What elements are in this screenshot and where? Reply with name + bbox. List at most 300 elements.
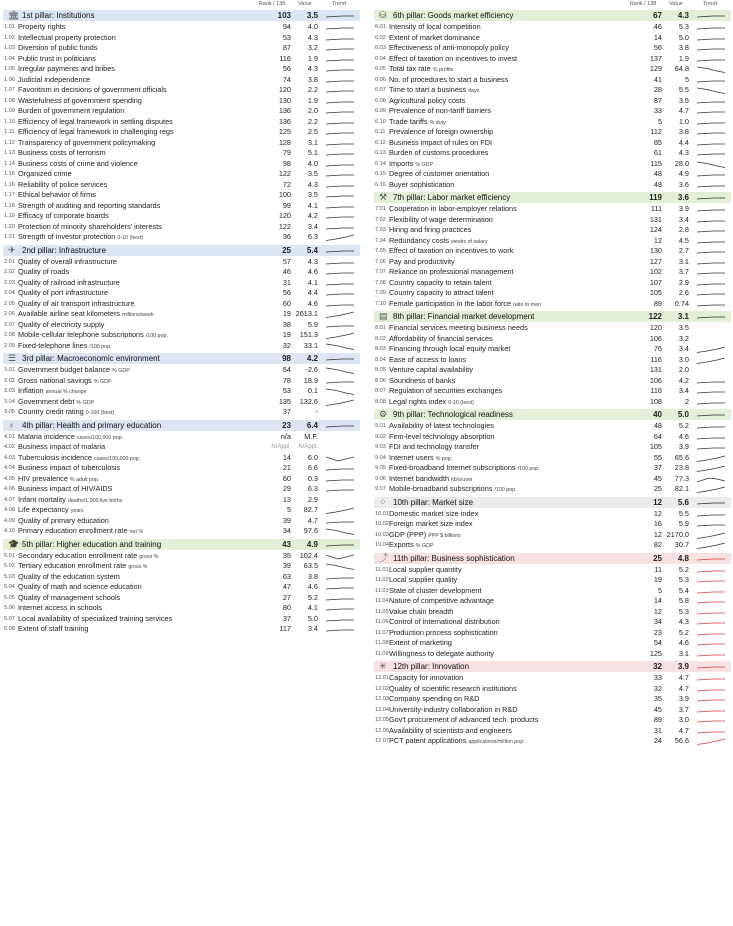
indicator-name — [389, 617, 500, 628]
indicator-rank: 37 — [653, 463, 662, 472]
trend-sparkline — [697, 423, 725, 430]
indicator-value: 3.1 — [307, 137, 318, 147]
indicator-rank: 5 — [657, 116, 662, 126]
trend-sparkline — [697, 640, 725, 647]
labor-market-icon: ⚒ — [379, 192, 388, 202]
indicator-label: Quality of electricity supply — [18, 319, 105, 329]
indicator-row — [371, 106, 733, 117]
indicator-unit: cases/100,000 pop. — [93, 455, 141, 462]
indicator-unit: years — [70, 508, 84, 514]
indicator-code: 1.15 — [4, 171, 15, 177]
indicator-row — [371, 54, 733, 65]
indicator-code: 1.16 — [4, 181, 15, 188]
indicator-value: 2.7 — [678, 246, 689, 255]
indicator-code: 2.06 — [4, 311, 15, 317]
indicator-label: Degree of customer orientation — [389, 169, 490, 178]
indicator-row — [0, 320, 362, 331]
trend-sparkline — [697, 651, 725, 658]
indicator-name — [18, 341, 112, 353]
indicator-rank: 35 — [653, 694, 662, 703]
indicator-value: 4.0 — [307, 22, 318, 31]
indicator-name — [389, 334, 493, 345]
pillar-header — [0, 9, 362, 22]
indicator-name — [389, 225, 471, 236]
indicator-value: 3.4 — [678, 344, 689, 353]
indicator-row — [0, 299, 362, 310]
pillar-value: 4.3 — [677, 11, 689, 20]
indicator-name — [389, 365, 473, 376]
indicator-rank: 45 — [653, 473, 662, 483]
indicator-label: Diversion of public funds — [18, 43, 98, 52]
indicator-name — [18, 614, 172, 625]
indicator-code: 6.09 — [375, 108, 386, 114]
indicator-row — [0, 365, 362, 376]
indicator-code: 1.18 — [4, 202, 15, 209]
trend-sparkline — [326, 192, 354, 199]
indicator-label: Cooperation in labor-employer relations — [389, 204, 517, 213]
indicator-code: 5.05 — [4, 594, 15, 601]
rank-header: Rank / 138 — [629, 1, 657, 7]
indicator-code: 1.12 — [4, 139, 15, 146]
trend-sparkline — [697, 194, 725, 201]
indicator-unit: applications/million pop. — [468, 739, 525, 745]
trend-sparkline — [326, 574, 354, 581]
indicator-name — [389, 540, 433, 552]
indicator-value: 5.2 — [678, 564, 689, 574]
indicator-code: 9.07 — [375, 486, 386, 492]
indicator-label: Reliability of police services — [18, 179, 108, 189]
indicator-rank: 31 — [282, 277, 291, 287]
indicator-label: Regulation of securities exchanges — [389, 386, 503, 395]
pillar-value: 5.4 — [306, 245, 318, 255]
indicator-value: 23.8 — [674, 463, 689, 472]
trend-sparkline — [697, 248, 725, 255]
indicator-value: 3.9 — [678, 442, 689, 451]
indicator-rank: 117 — [279, 624, 291, 633]
trend-sparkline — [697, 119, 725, 126]
trend-sparkline — [697, 290, 725, 297]
indicator-value: 4.6 — [678, 638, 689, 647]
pillar-value: 4.8 — [677, 553, 689, 563]
indicator-row — [0, 64, 362, 75]
indicator-name — [389, 204, 517, 215]
indicator-name — [389, 509, 478, 520]
indicator-unit: 0-10 (best) — [117, 235, 144, 241]
indicator-label: Time to start a business — [389, 85, 467, 94]
indicator-row — [0, 526, 362, 537]
indicator-row — [371, 596, 733, 607]
indicator-code: 8.07 — [375, 388, 386, 394]
indicator-code: 3.01 — [4, 367, 15, 373]
pillar-rank: 25 — [653, 553, 662, 563]
trend-sparkline — [697, 357, 725, 364]
indicator-row — [371, 148, 733, 159]
pillar-name: 2nd pillar: Infrastructure — [22, 245, 107, 255]
indicator-code: 2.07 — [4, 321, 15, 328]
column-header — [0, 0, 362, 9]
indicator-code: 1.02 — [4, 34, 15, 41]
technology-icon: ⚙ — [379, 409, 388, 419]
indicator-unit: /100 pop. — [494, 487, 517, 493]
indicator-row — [371, 257, 733, 268]
indicator-row — [0, 201, 362, 212]
indicator-value: 2.5 — [307, 127, 318, 136]
indicator-code: 10.01 — [375, 510, 389, 517]
indicator-rank: 102 — [649, 267, 662, 276]
indicator-value: 65.6 — [674, 452, 689, 462]
indicator-unit: annual % change — [45, 389, 87, 395]
right-pillar-list — [371, 9, 733, 748]
pillar-rank: 103 — [277, 11, 291, 20]
indicator-code: 12.05 — [375, 717, 389, 723]
indicator-rank: 116 — [650, 386, 662, 395]
trend-sparkline — [326, 301, 354, 308]
indicator-value: 2.8 — [678, 225, 689, 234]
indicator-label: Quality of air transport infrastructure — [18, 298, 135, 308]
trend-sparkline — [697, 588, 725, 595]
indicator-name — [389, 246, 513, 257]
indicator-label: Irregular payments and bribes — [18, 64, 115, 73]
indicator-name — [389, 148, 488, 159]
indicator-value: 132.6 — [299, 396, 318, 406]
trend-sparkline — [326, 605, 354, 612]
indicator-label: Hiring and firing practices — [389, 225, 472, 234]
indicator-value: 4.6 — [307, 298, 318, 308]
indicator-row — [371, 138, 733, 149]
indicator-rank: 27 — [282, 592, 291, 602]
trend-sparkline — [697, 465, 725, 472]
indicator-name — [389, 180, 454, 191]
indicator-row — [371, 159, 733, 170]
indicator-value: 6.3 — [307, 484, 318, 493]
indicator-code: 8.01 — [375, 325, 386, 331]
indicator-name — [18, 407, 114, 419]
indicator-rank: 85 — [653, 137, 662, 147]
indicator-label: Quality of port infrastructure — [18, 288, 109, 297]
trend-sparkline — [326, 378, 354, 385]
indicator-name — [18, 211, 109, 222]
indicator-name — [389, 673, 463, 684]
indicator-rank: 37 — [282, 613, 291, 623]
indicator-label: Country capacity to retain talent — [389, 277, 492, 287]
indicator-code: 1.04 — [4, 55, 15, 62]
indicator-value: 3.0 — [678, 354, 689, 364]
trend-sparkline — [697, 532, 725, 539]
indicator-rank: 25 — [653, 484, 662, 493]
indicator-label: Tertiary education enrollment rate — [18, 561, 127, 570]
pillar-name: 4th pillar: Health and primary education — [22, 420, 162, 430]
indicator-rank: 89 — [653, 715, 662, 724]
indicator-code: 6.13 — [375, 150, 386, 156]
indicator-code: 7.07 — [375, 269, 386, 275]
trend-sparkline — [697, 388, 725, 395]
indicator-value: 3.5 — [307, 190, 318, 199]
indicator-row — [371, 673, 733, 684]
indicator-value: 3.8 — [678, 127, 689, 136]
indicator-code: 5.07 — [4, 615, 15, 622]
indicator-code: 4.01 — [4, 433, 15, 440]
indicator-name — [18, 190, 96, 201]
indicator-label: Business impact of rules on FDI — [389, 137, 493, 147]
indicator-label: Mobile-broadband subscriptions — [389, 484, 493, 493]
indicator-rank: 11 — [654, 564, 662, 574]
indicator-label: Business costs of crime and violence — [18, 158, 138, 168]
indicator-value: 4.2 — [307, 211, 318, 220]
indicator-label: No. of procedures to start a business — [389, 74, 509, 84]
indicator-row — [0, 106, 362, 117]
trend-sparkline — [697, 455, 725, 462]
indicator-code: 1.08 — [4, 97, 15, 104]
indicator-code: 7.05 — [375, 248, 386, 254]
indicator-value: 4.1 — [307, 277, 318, 287]
trend-sparkline — [697, 663, 725, 670]
indicator-rank: 19 — [653, 575, 662, 584]
pillar-value: 3.5 — [306, 11, 318, 20]
indicator-value: 4.4 — [307, 288, 318, 297]
indicator-label: Gov't procurement of advanced tech. products — [389, 715, 539, 724]
indicator-code: 6.06 — [375, 76, 386, 83]
indicator-row — [0, 442, 362, 453]
trend-sparkline — [697, 444, 725, 451]
indicator-row — [0, 232, 362, 243]
indicator-label: Quality of railroad infrastructure — [18, 277, 120, 287]
rank-header: Rank / 138 — [258, 1, 286, 7]
indicator-unit: cases/100,000 pop. — [76, 434, 124, 441]
trend-sparkline — [697, 399, 725, 406]
indicator-label: Strength of auditing and reporting standards — [18, 200, 161, 210]
trend-sparkline — [697, 542, 725, 549]
indicator-row — [0, 288, 362, 299]
indicator-label: Available airline seat kilometers — [18, 309, 121, 318]
indicator-row — [371, 43, 733, 54]
indicator-rank: 127 — [649, 256, 662, 266]
indicator-value: 5 — [684, 74, 689, 84]
market-size-icon: ⁘ — [379, 496, 387, 507]
trend-sparkline — [326, 213, 354, 220]
indicator-value: M.F. — [304, 431, 318, 441]
indicator-name — [389, 169, 489, 180]
indicator-code: 2.05 — [4, 300, 15, 307]
indicator-label: Burden of government regulation — [18, 106, 125, 115]
indicator-value: 4.6 — [307, 582, 318, 591]
indicator-rank: 76 — [653, 344, 662, 353]
right-column — [371, 0, 733, 748]
indicator-code: 11.05 — [375, 608, 389, 615]
indicator-code: 8.06 — [375, 377, 386, 384]
indicator-label: Prevalence of non-tariff barriers — [389, 106, 492, 115]
indicator-label: Production process sophistication — [389, 627, 498, 637]
indicator-rank: 12 — [653, 529, 662, 539]
trend-sparkline — [326, 595, 354, 602]
indicator-name — [389, 267, 514, 278]
indicator-label: Soundness of banks — [389, 375, 456, 385]
indicator-value: 0.3 — [307, 473, 318, 483]
institutions-icon: 🏛 — [8, 10, 20, 20]
indicator-name — [18, 138, 155, 149]
indicator-rank: 38 — [282, 319, 291, 329]
indicator-rank: 21 — [282, 463, 291, 472]
indicator-rank: 129 — [649, 64, 662, 73]
indicator-value: 2.9 — [678, 277, 689, 287]
indicator-rank: 63 — [282, 571, 291, 581]
indicator-name — [389, 288, 494, 299]
indicator-name — [389, 726, 512, 737]
indicator-name — [389, 519, 473, 530]
pillar-rank: 25 — [282, 245, 291, 255]
indicator-code: 1.03 — [4, 45, 15, 51]
indicator-rank: 120 — [649, 323, 662, 332]
indicator-value: 5.2 — [678, 421, 689, 430]
indicator-rank: 32 — [282, 340, 291, 350]
indicator-name — [18, 201, 160, 212]
indicator-label: Quality of roads — [18, 267, 70, 276]
trend-sparkline — [326, 541, 354, 548]
indicator-name — [18, 582, 142, 593]
indicator-rank: 112 — [650, 127, 662, 136]
indicator-code: 4.05 — [4, 475, 15, 482]
indicator-rank: 82 — [653, 540, 662, 549]
trend-sparkline — [697, 577, 725, 584]
indicator-value: 5.9 — [678, 519, 689, 528]
indicator-unit: gross % — [128, 564, 148, 570]
indicator-unit: kb/s/user — [451, 476, 473, 483]
trend-sparkline — [697, 313, 725, 320]
indicator-code: 9.02 — [375, 433, 386, 440]
indicator-value: N/Appl. — [298, 444, 318, 450]
indicator-name — [18, 169, 72, 180]
trend-sparkline — [326, 56, 354, 63]
indicator-label: Quality of math and science education — [18, 582, 142, 591]
indicator-value: 2.9 — [307, 494, 318, 504]
trend-sparkline — [697, 182, 725, 189]
indicator-code: 11.04 — [375, 598, 389, 604]
indicator-value: 3.5 — [307, 169, 318, 178]
indicator-value: 151.3 — [299, 330, 318, 339]
indicator-row — [0, 484, 362, 495]
indicator-rank: 98 — [282, 158, 291, 168]
indicator-row — [0, 257, 362, 268]
indicator-name — [18, 603, 102, 614]
indicator-row — [0, 614, 362, 625]
indicator-label: Efficiency of legal framework in challenging regs — [18, 127, 174, 136]
indicator-rank: 108 — [649, 396, 662, 406]
indicator-code: 11.03 — [375, 587, 389, 594]
indicator-rank: 45 — [653, 704, 662, 714]
indicator-row — [371, 215, 733, 226]
pillar-rank: 40 — [653, 410, 662, 419]
indicator-name — [18, 463, 120, 474]
indicator-value: 3.4 — [307, 221, 318, 231]
indicator-rank: 37 — [282, 407, 291, 416]
trend-sparkline — [326, 259, 354, 266]
indicator-label: Buyer sophistication — [389, 179, 455, 189]
indicator-name — [18, 257, 117, 268]
indicator-rank: 33 — [653, 106, 662, 115]
indicator-label: Willingness to delegate authority — [389, 648, 495, 658]
indicator-row — [371, 617, 733, 628]
indicator-rank: 54 — [653, 638, 662, 647]
indicator-code: 6.11 — [375, 129, 386, 135]
indicator-code: 4.09 — [4, 517, 15, 524]
indicator-label: Gross national savings — [18, 375, 92, 385]
indicator-rank: 23 — [653, 627, 662, 637]
indicator-name — [389, 54, 517, 65]
indicator-row — [371, 421, 733, 432]
indicator-row — [371, 267, 733, 278]
indicator-name — [389, 421, 494, 432]
indicator-rank: 39 — [282, 561, 291, 570]
indicator-code: 1.05 — [4, 66, 15, 72]
trend-sparkline — [326, 399, 354, 406]
indicator-row — [371, 638, 733, 649]
indicator-name — [18, 526, 143, 538]
indicator-value: 2.0 — [307, 106, 318, 115]
indicator-row — [371, 33, 733, 44]
indicator-rank: 122 — [278, 221, 291, 231]
indicator-value: 6.0 — [307, 452, 318, 462]
indicator-rank: 87 — [282, 43, 291, 52]
indicator-value: 4.6 — [678, 431, 689, 441]
indicator-code: 6.14 — [375, 160, 386, 167]
indicator-row — [0, 397, 362, 408]
indicator-code: 2.09 — [4, 342, 15, 349]
trend-sparkline — [697, 346, 725, 353]
indicator-row — [371, 75, 733, 86]
indicator-code: 3.03 — [4, 388, 15, 394]
trend-sparkline — [697, 555, 725, 562]
indicator-row — [0, 330, 362, 341]
indicator-rank: 125 — [278, 127, 291, 136]
trend-sparkline — [326, 224, 354, 231]
indicator-label: Life expectancy — [18, 505, 69, 514]
indicator-unit: % adult pop. — [69, 476, 100, 483]
indicator-row — [371, 540, 733, 551]
trend-sparkline — [697, 66, 725, 73]
pillar-value: 3.9 — [677, 662, 689, 671]
indicator-value: 5.8 — [678, 596, 689, 605]
indicator-value: 3.4 — [307, 624, 318, 633]
indicator-value: 5.2 — [678, 627, 689, 637]
indicator-code: 2.04 — [4, 290, 15, 296]
indicator-row — [0, 22, 362, 33]
indicator-rank: 128 — [278, 137, 291, 147]
indicator-row — [371, 684, 733, 695]
indicator-row — [0, 376, 362, 387]
indicator-label: Country capacity to attract talent — [389, 288, 494, 297]
indicator-code: 6.12 — [375, 139, 386, 146]
indicator-rank: 24 — [653, 736, 662, 745]
indicator-row — [0, 159, 362, 170]
trend-sparkline — [326, 35, 354, 42]
indicator-label: Internet access in schools — [18, 603, 102, 612]
indicator-code: 12.01 — [375, 675, 389, 681]
indicator-code: 12.07 — [375, 738, 389, 744]
indicator-name — [18, 64, 115, 75]
indicator-name — [389, 596, 494, 607]
trend-sparkline — [697, 609, 725, 616]
indicator-label: State of cluster development — [389, 585, 482, 595]
indicator-label: Ease of access to loans — [389, 354, 467, 364]
indicator-row — [371, 397, 733, 408]
indicator-value: 4.3 — [307, 32, 318, 42]
trend-sparkline — [697, 511, 725, 518]
pillar-header — [371, 191, 733, 204]
indicator-row — [371, 299, 733, 310]
trend-sparkline — [326, 507, 354, 514]
indicator-rank: 19 — [282, 330, 291, 339]
indicator-code: 1.11 — [4, 129, 15, 135]
indicator-row — [371, 278, 733, 289]
